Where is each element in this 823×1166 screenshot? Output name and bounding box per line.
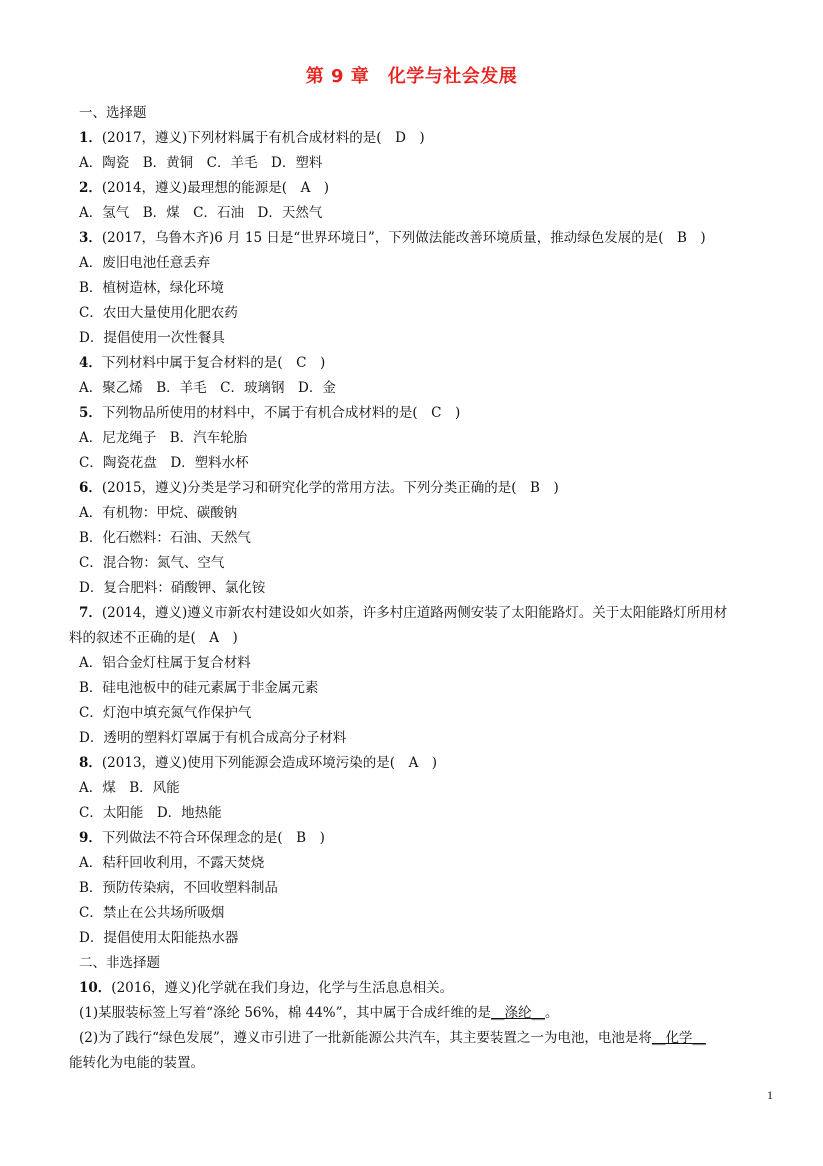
question-7 xyxy=(79,601,779,626)
question-number: 10． xyxy=(79,980,112,996)
question-stem: (2017，乌鲁木齐)6 月 15 日是“世界环境日”，下列做法能改善环境质量，推动绿色发展的是( B ) xyxy=(101,230,706,246)
option-d: D．复合肥料：硝酸钾、氯化铵 xyxy=(79,580,266,596)
question-3 xyxy=(79,226,779,251)
question-5 xyxy=(79,401,779,426)
section-heading-choice: 一、选择题 xyxy=(79,105,147,121)
question-number: 5． xyxy=(79,405,102,421)
question-stem: (2017，遵义)下列材料属于有机合成材料的是( D ) xyxy=(101,130,425,146)
question-number: 2． xyxy=(79,180,102,196)
question-stem: 下列材料中属于复合材料的是( C ) xyxy=(101,355,326,371)
option-d: D．提倡使用太阳能热水器 xyxy=(79,930,239,946)
option-b: B．化石燃料：石油、天然气 xyxy=(79,530,251,546)
question-stem: (2016，遵义)化学就在我们身边，化学与生活息息相关。 xyxy=(111,980,454,996)
question-4 xyxy=(79,351,779,376)
question-10 xyxy=(79,976,779,1001)
option-a: A．废旧电池任意丢弃 xyxy=(79,255,211,271)
question-8 xyxy=(79,751,779,776)
option-c: C．农田大量使用化肥农药 xyxy=(79,305,238,321)
question-number: 3． xyxy=(79,230,102,246)
question-number: 4． xyxy=(79,355,102,371)
options-cd: C．陶瓷花盘 D．塑料水杯 xyxy=(79,455,249,471)
question-10-part-2 xyxy=(79,1026,779,1051)
question-number: 8． xyxy=(79,755,102,771)
option-d: D．提倡使用一次性餐具 xyxy=(79,330,225,346)
option-c: C．禁止在公共场所吸烟 xyxy=(79,905,225,921)
question-7-continued: 料的叙述不正确的是( A ) xyxy=(69,630,238,646)
question-body xyxy=(69,101,779,1076)
option-b: B．硅电池板中的硅元素属于非金属元素 xyxy=(79,680,319,696)
question-9 xyxy=(79,826,779,851)
question-stem: (2014，遵义)遵义市新农村建设如火如荼，许多村庄道路两侧安装了太阳能路灯。关于太阳能路灯所用材 xyxy=(101,605,728,621)
page-number: 1 xyxy=(767,1088,773,1102)
option-b: B．预防传染病，不回收塑料制品 xyxy=(79,880,278,896)
question-2 xyxy=(79,176,779,201)
option-a: A．铝合金灯柱属于复合材料 xyxy=(79,655,251,671)
question-number: 6． xyxy=(79,480,102,496)
section-heading-nonchoice: 二、非选择题 xyxy=(79,955,160,971)
question-number: 7． xyxy=(79,605,102,621)
options-ab: A．尼龙绳子 B．汽车轮胎 xyxy=(79,430,248,446)
part-text: 。 xyxy=(545,1005,559,1021)
option-c: C．混合物：氮气、空气 xyxy=(79,555,225,571)
option-b: B．植树造林，绿化环境 xyxy=(79,280,224,296)
question-6 xyxy=(79,476,779,501)
option-d: D．透明的塑料灯罩属于有机合成高分子材料 xyxy=(79,730,347,746)
question-stem: (2013，遵义)使用下列能源会造成环境污染的是( A ) xyxy=(101,755,438,771)
question-4-options: A．聚乙烯 B．羊毛 C．玻璃钢 D．金 xyxy=(79,380,336,396)
part-text: (1)某服装标签上写着“涤纶 56%，棉 44%”，其中属于合成纤维的是 xyxy=(79,1005,492,1021)
option-a: A．秸秆回收利用，不露天焚烧 xyxy=(79,855,265,871)
question-1 xyxy=(79,126,779,151)
question-2-options: A．氢气 B．煤 C．石油 D．天然气 xyxy=(79,205,323,221)
option-a: A．有机物：甲烷、碳酸钠 xyxy=(79,505,238,521)
answer-blank: __涤纶__ xyxy=(491,1005,546,1021)
question-10-part-2-continued: 能转化为电能的装置。 xyxy=(69,1055,204,1071)
question-number: 9． xyxy=(79,830,102,846)
question-1-options: A．陶瓷 B．黄铜 C．羊毛 D．塑料 xyxy=(79,155,323,171)
options-ab: A．煤 B．风能 xyxy=(79,780,180,796)
question-stem: (2015，遵义)分类是学习和研究化学的常用方法。下列分类正确的是( B ) xyxy=(101,480,559,496)
question-stem: 下列做法不符合环保理念的是( B ) xyxy=(101,830,325,846)
option-c: C．灯泡中填充氮气作保护气 xyxy=(79,705,252,721)
question-stem: 下列物品所使用的材料中，不属于有机合成材料的是( C ) xyxy=(101,405,461,421)
options-cd: C．太阳能 D．地热能 xyxy=(79,805,222,821)
question-10-part-1 xyxy=(79,1001,779,1026)
part-text: (2)为了践行“绿色发展”，遵义市引进了一批新能源公共汽车，其主要装置之一为电池，电池是将 xyxy=(79,1030,652,1046)
question-number: 1． xyxy=(79,130,102,146)
chapter-title: 第 9 章 化学与社会发展 xyxy=(305,66,518,87)
answer-blank: __化学__ xyxy=(651,1030,706,1046)
question-stem: (2014，遵义)最理想的能源是( A ) xyxy=(101,180,330,196)
